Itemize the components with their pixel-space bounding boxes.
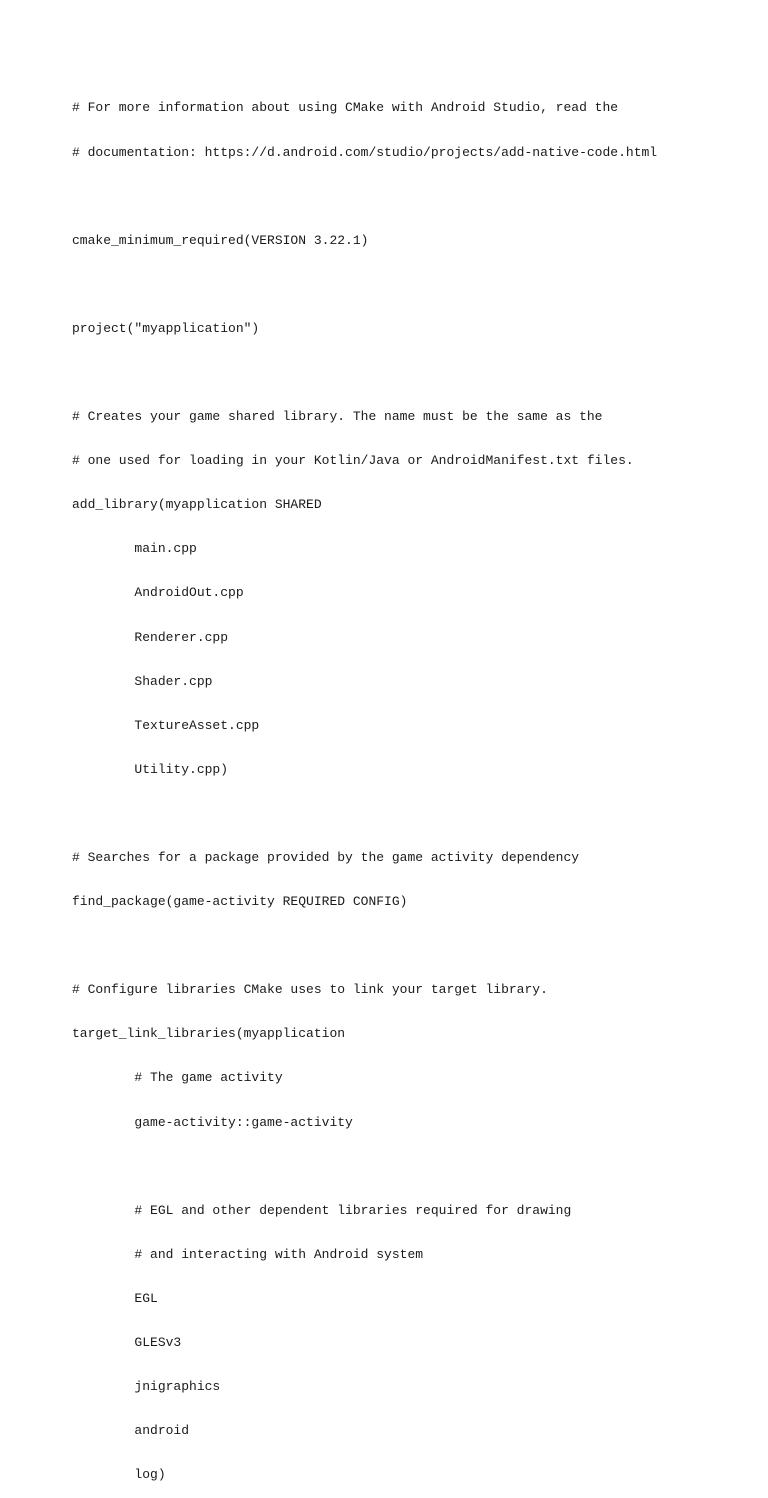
code-line: # For more information about using CMake with Android Studio, read the [72,100,619,116]
blank-line [72,278,752,293]
code-line: Shader.cpp [72,673,213,689]
blank-line [72,1160,752,1175]
blank-line [72,190,752,205]
code-line: android [72,1423,190,1439]
code-line: # documentation: https://d.android.com/studio/projects/add-native-code.html [72,144,658,160]
blank-line [72,807,752,822]
code-line: # The game activity [72,1070,283,1086]
code-line: find_package(game-activity REQUIRED CONFIG) [72,894,408,910]
code-line: cmake_minimum_required(VERSION 3.22.1) [72,232,369,248]
code-line: TextureAsset.cpp [72,717,260,733]
code-line: EGL [72,1290,158,1306]
blank-line [72,939,752,954]
code-line: project("myapplication") [72,320,260,336]
code-line: main.cpp [72,541,197,557]
code-line: Renderer.cpp [72,629,229,645]
code-line: # and interacting with Android system [72,1246,424,1262]
code-line: AndroidOut.cpp [72,585,244,601]
code-line: Utility.cpp) [72,761,229,777]
code-line: log) [72,1467,166,1483]
code-line: target_link_libraries(myapplication [72,1026,346,1042]
code-line: # one used for loading in your Kotlin/Java or AndroidManifest.txt files. [72,453,634,469]
code-line: # Searches for a package provided by the game activity dependency [72,850,580,865]
code-line: jnigraphics [72,1379,221,1395]
code-line: # Creates your game shared library. The name must be the same as the [72,409,603,425]
code-line: # EGL and other dependent libraries required for drawing [72,1202,572,1218]
cmake-document [72,72,752,1498]
code-line: add_library(myapplication SHARED [72,497,322,513]
blank-line [72,366,752,381]
code-line: # Configure libraries CMake uses to link your target library. [72,982,548,998]
code-line: game-activity::game-activity [72,1114,353,1130]
code-line: GLESv3 [72,1335,182,1351]
